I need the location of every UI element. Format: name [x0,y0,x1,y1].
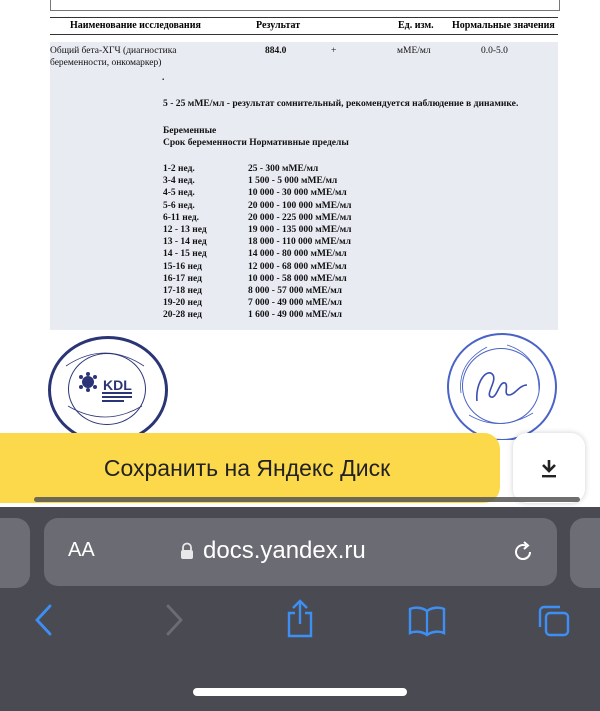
browser-chrome [0,507,600,711]
pregnancy-range: 19 000 - 135 000 мМЕ/мл [248,225,352,235]
header-test-name: Наименование исследования [70,20,201,31]
pregnancy-range: 12 000 - 68 000 мМЕ/мл [248,261,347,272]
lab-stamp-logo: KDL [103,377,132,393]
doubtful-result-note: 5 - 25 мМЕ/мл - результат сомнительный, рекомендуется наблюдение в динамике. [163,98,519,109]
pregnancy-range: 18 000 - 110 000 мМЕ/мл [248,237,351,248]
next-tab-preview[interactable] [570,518,600,588]
pregnancy-range: 10 000 - 58 000 мМЕ/мл [248,273,347,284]
reload-icon[interactable] [510,539,536,565]
test-name-line1: Общий бета-ХГЧ (диагностика [50,46,177,56]
forward-icon[interactable] [164,603,184,637]
pregnancy-term: 13 - 14 нед [163,237,207,248]
pregnancy-range: 10 000 - 30 000 мМЕ/мл [248,188,347,199]
pregnancy-term: 5-6 нед. [163,200,195,211]
pregnancy-term: 3-4 нед. [163,176,195,187]
save-button-label: Сохранить на Яндекс Диск [103,454,391,481]
pregnancy-term: 19-20 нед [163,298,202,309]
signature-seal-icon [447,333,553,437]
text-size-button[interactable] [68,539,95,562]
pregnancy-title: Беременные [163,126,217,136]
pregnancy-term: 15-16 нед [163,261,202,272]
document-top-border [50,0,560,11]
pregnancy-term: 17-18 нед [163,286,202,296]
lock-icon [179,542,195,560]
test-result-value: 884.0 [265,46,287,56]
test-norm: 0.0-5.0 [481,46,508,56]
previous-tab-preview[interactable] [0,518,30,588]
back-icon[interactable] [34,603,54,637]
pregnancy-term: 20-28 нед [163,310,202,321]
address-bar[interactable] [44,518,557,586]
text-size-label: AA [68,539,95,561]
header-norm: Нормальные значения [452,20,555,31]
lab-stamp [48,336,168,440]
share-icon[interactable] [284,599,316,639]
test-unit: мМЕ/мл [397,46,431,56]
pregnancy-term: 6-11 нед. [163,212,200,223]
pregnancy-table-header: Срок беременности Нормативные пределы [163,138,349,148]
header-unit: Ед. изм. [398,20,434,31]
test-result-flag: + [331,46,337,56]
pregnancy-range: 1 600 - 49 000 мМЕ/мл [248,310,343,321]
pregnancy-range: 1 500 - 5 000 мМЕ/мл [248,176,338,187]
horizontal-scroll-indicator[interactable] [34,497,580,502]
pregnancy-range: 25 - 300 мМЕ/мл [248,164,319,174]
signature-stamp [447,333,557,440]
browser-toolbar [0,603,600,653]
test-dot: . [162,73,165,83]
pregnancy-range: 8 000 - 57 000 мМЕ/мл [248,286,343,296]
save-to-yandex-disk-button[interactable] [0,433,500,503]
pregnancy-range: 20 000 - 225 000 мМЕ/мл [248,212,352,223]
download-button[interactable] [513,433,585,503]
pregnancy-range: 20 000 - 100 000 мМЕ/мл [248,200,352,211]
tabs-icon[interactable] [536,603,572,639]
home-indicator[interactable] [193,688,407,696]
header-result: Результат [256,20,301,31]
pregnancy-term: 12 - 13 нед [163,225,207,235]
bookmarks-icon[interactable] [408,605,446,637]
url-text: docs.yandex.ru [203,537,366,564]
results-table-header [50,17,558,35]
url-display[interactable] [203,537,366,565]
pregnancy-range: 7 000 - 49 000 мМЕ/мл [248,298,343,309]
download-icon [538,457,560,479]
pregnancy-term: 4-5 нед. [163,188,195,199]
test-name-line2: беременности, онкомаркер) [50,58,162,68]
pregnancy-term: 16-17 нед [163,273,202,284]
pregnancy-range: 14 000 - 80 000 мМЕ/мл [248,249,347,260]
pregnancy-term: 1-2 нед. [163,164,195,174]
pregnancy-term: 14 - 15 нед [163,249,207,260]
